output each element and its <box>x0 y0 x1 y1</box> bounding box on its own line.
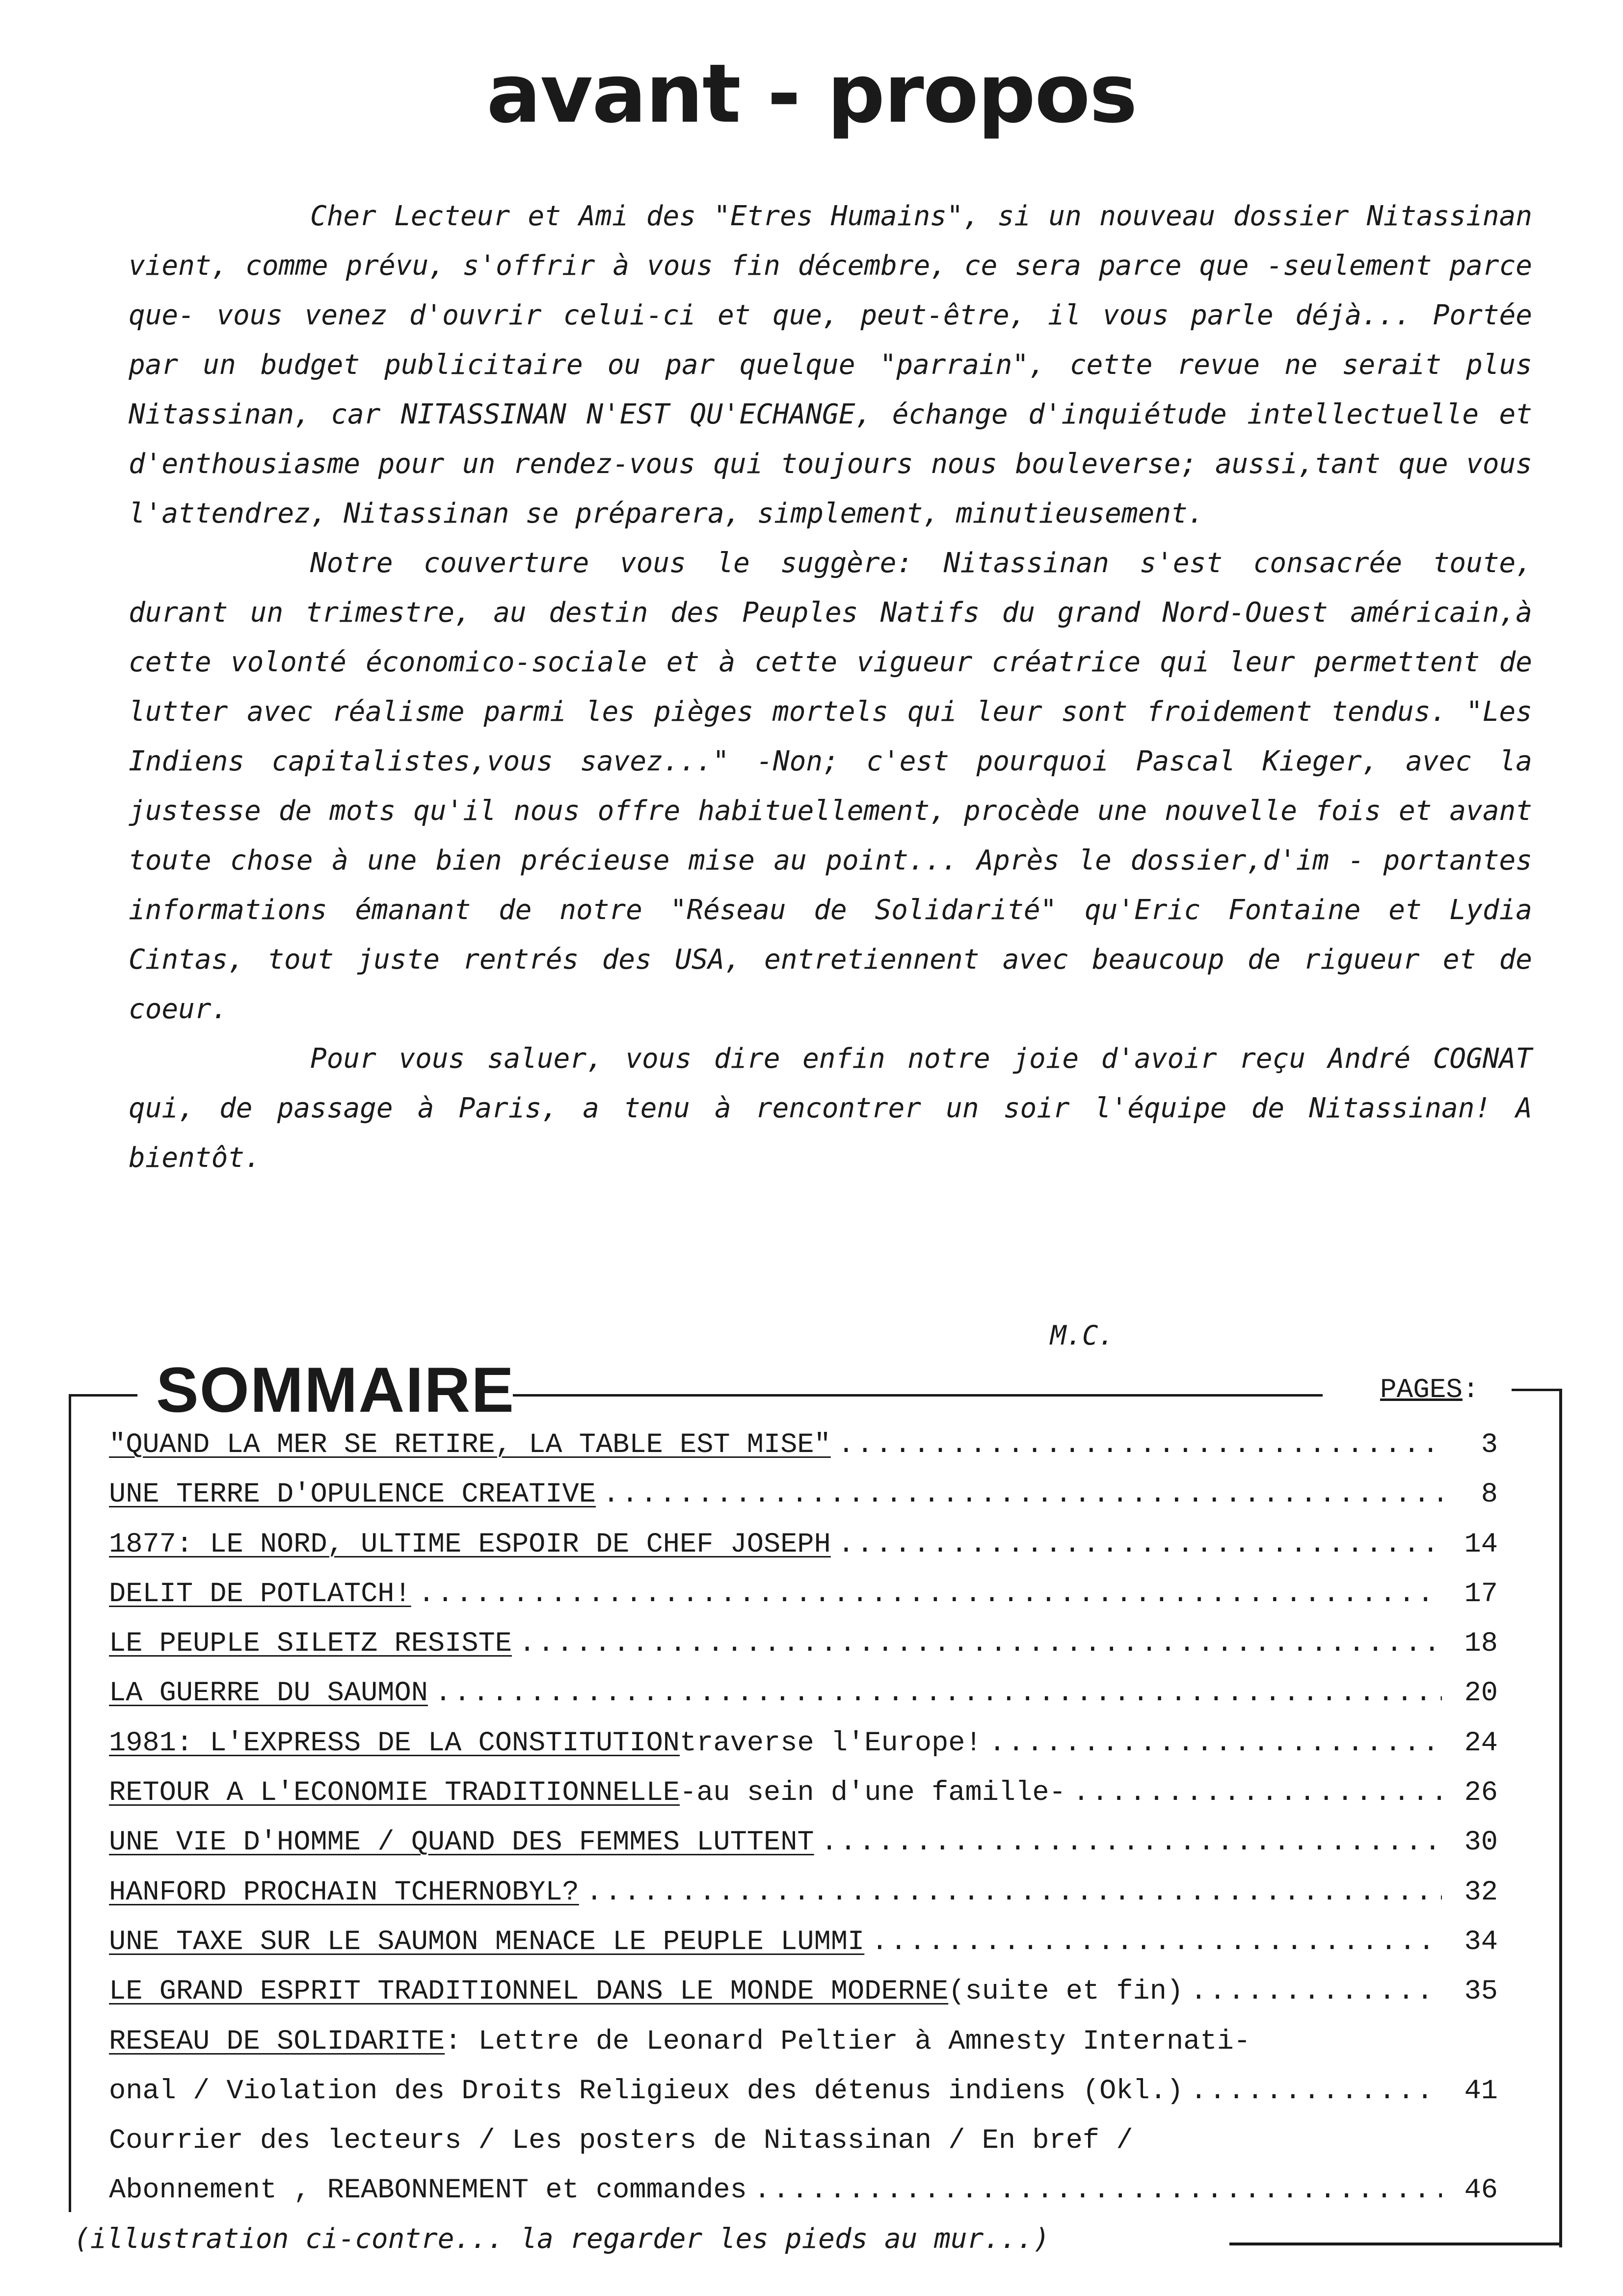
toc-leader <box>1073 1768 1442 1818</box>
sommaire-frame-top-middle <box>513 1394 1323 1397</box>
toc-subtitle: traverse l'Europe! <box>680 1727 982 1759</box>
sommaire-frame-bottom <box>1229 2243 1562 2245</box>
pages-label-text: PAGES <box>1380 1374 1463 1405</box>
toc-page: 32 <box>1464 1876 1498 1908</box>
toc-page: 14 <box>1464 1529 1498 1560</box>
page-title: avant - propos <box>486 47 1137 141</box>
toc-title: 1981: L'EXPRESS DE LA CONSTITUTION <box>109 1727 680 1759</box>
toc-title: "QUAND LA MER SE RETIRE, LA TABLE EST MISE" <box>109 1429 831 1461</box>
toc-title: HANFORD PROCHAIN TCHERNOBYL? <box>109 1876 579 1908</box>
toc-entry[interactable] <box>109 1868 1498 1918</box>
toc-leader <box>871 1918 1442 1967</box>
toc-leader <box>838 1421 1442 1470</box>
sommaire-list <box>109 1421 1498 2216</box>
toc-page: 30 <box>1464 1827 1498 1859</box>
pages-label <box>1380 1374 1479 1405</box>
toc-entry[interactable] <box>109 1719 1498 1768</box>
toc-entry[interactable] <box>109 1918 1498 1967</box>
toc-leader <box>754 2166 1442 2216</box>
toc-title: RETOUR A L'ECONOMIE TRADITIONNELLE <box>109 1777 680 1809</box>
toc-leader <box>435 1669 1442 1718</box>
toc-subtitle: Courrier des lecteurs / Les posters de Nitassinan / En bref / <box>109 2125 1133 2157</box>
signature: M.C. <box>1050 1320 1115 1351</box>
toc-entry[interactable] <box>109 1619 1498 1669</box>
intro-paragraph-3: Pour vous saluer, vous dire enfin notre joie d'avoir reçu André COGNAT qui, de passage à Paris, a tenu à rencontrer un soir l'équipe de Nitassinan! A bientôt. <box>129 1043 1532 1174</box>
toc-subtitle: -au sein d'une famille- <box>680 1777 1066 1809</box>
sommaire-title: SOMMAIRE <box>156 1354 515 1425</box>
toc-entry-courrier[interactable] <box>109 2116 1498 2166</box>
toc-entry[interactable] <box>109 1818 1498 1868</box>
intro-text <box>129 191 1532 1183</box>
intro-paragraph-2: Notre couverture vous le suggère: Nitassinan s'est consacrée toute, durant un trimestre, au destin des Peuples Natifs du grand Nord-Ouest américain,à cette volonté économico-sociale et à cette vigueur créatrice qui leur permettent de lutter avec réalisme parmi les pièges mortels qui leur sont froidement tendus. "Les Indiens capitalistes,vous savez..." -Non; c'est pourquoi Pascal Kieger, avec la justesse de mots qu'il nous offre habituellement, procède une nouvelle fois et avant toute chose à une bien précieuse mise au point... Après le dossier,d'im - portantes informations émanant de notre "Réseau de Solidarité" qu'Eric Fontaine et Lydia Cintas, tout juste rentrés des USA, entretiennent avec beaucoup de rigueur et de coeur. <box>129 547 1532 1025</box>
toc-entry[interactable] <box>109 1967 1498 2017</box>
toc-title: LA GUERRE DU SAUMON <box>109 1678 428 1710</box>
toc-leader <box>418 1570 1442 1619</box>
toc-entry[interactable] <box>109 1470 1498 1520</box>
toc-page: 41 <box>1464 2075 1498 2107</box>
toc-subtitle: onal / Violation des Droits Religieux des détenus indiens (Okl.) <box>109 2075 1184 2107</box>
sommaire-frame-right <box>1559 1389 1562 2247</box>
toc-entry-reseau[interactable] <box>109 2017 1498 2067</box>
toc-entry[interactable] <box>109 1669 1498 1718</box>
toc-page: 8 <box>1481 1479 1498 1511</box>
toc-page: 18 <box>1464 1628 1498 1660</box>
toc-leader <box>838 1520 1442 1570</box>
toc-subtitle: (suite et fin) <box>948 1976 1184 2008</box>
toc-page: 24 <box>1464 1727 1498 1759</box>
toc-page: 34 <box>1464 1926 1498 1958</box>
intro-paragraph-1: Cher Lecteur et Ami des "Etres Humains", si un nouveau dossier Nitassinan vient, comme prévu, s'offrir à vous fin décembre, ce sera parce que -seulement parce que- vous venez d'ouvrir celui-ci et que, peut-être, il vous parle déjà... Portée par un budget publicitaire ou par quelque "parrain", cette revue ne serait plus Nitassinan, car NITASSINAN N'EST QU'ECHANGE, échange d'inquiétude intellectuelle et d'enthousiasme pour un rendez-vous qui toujours nous bouleverse; aussi,tant que vous l'attendrez, Nitassinan se préparera, simplement, minutieusement. <box>129 200 1532 529</box>
pages-label-colon: : <box>1463 1374 1479 1405</box>
toc-page: 26 <box>1464 1777 1498 1809</box>
toc-title: LE PEUPLE SILETZ RESISTE <box>109 1628 512 1660</box>
toc-leader <box>821 1818 1442 1868</box>
toc-title: DELIT DE POTLATCH! <box>109 1578 411 1610</box>
toc-page: 35 <box>1464 1976 1498 2008</box>
toc-title: LE GRAND ESPRIT TRADITIONNEL DANS LE MONDE MODERNE <box>109 1976 949 2008</box>
toc-subtitle: Abonnement , REABONNEMENT et commandes <box>109 2175 747 2207</box>
toc-leader <box>586 1868 1442 1918</box>
toc-title: 1877: LE NORD, ULTIME ESPOIR DE CHEF JOSEPH <box>109 1529 831 1560</box>
sommaire-frame-top-left <box>69 1394 137 1397</box>
toc-title: RESEAU DE SOLIDARITE <box>109 2026 445 2058</box>
toc-subtitle: : Lettre de Leonard Peltier à Amnesty Internati- <box>445 2026 1251 2058</box>
toc-entry-courrier-cont[interactable] <box>109 2166 1498 2216</box>
toc-entry[interactable] <box>109 1570 1498 1619</box>
toc-entry[interactable] <box>109 1768 1498 1818</box>
toc-page: 3 <box>1481 1429 1498 1461</box>
toc-entry[interactable] <box>109 1520 1498 1570</box>
toc-title: UNE VIE D'HOMME / QUAND DES FEMMES LUTTENT <box>109 1827 814 1859</box>
toc-page: 46 <box>1464 2175 1498 2207</box>
sommaire-frame-left <box>69 1395 71 2212</box>
toc-leader <box>1190 1967 1442 2017</box>
sommaire-frame-top-right <box>1512 1389 1562 1391</box>
toc-leader <box>519 1619 1442 1669</box>
toc-leader <box>603 1470 1442 1520</box>
toc-title: UNE TERRE D'OPULENCE CREATIVE <box>109 1479 596 1511</box>
illustration-note: (illustration ci-contre... la regarder les pieds au mur...) <box>74 2223 1050 2255</box>
toc-entry-reseau-cont[interactable] <box>109 2067 1498 2116</box>
toc-page: 17 <box>1464 1578 1498 1610</box>
toc-leader <box>989 1719 1442 1768</box>
toc-entry[interactable] <box>109 1421 1498 1470</box>
toc-leader <box>1190 2067 1442 2116</box>
toc-title: UNE TAXE SUR LE SAUMON MENACE LE PEUPLE LUMMI <box>109 1926 865 1958</box>
toc-page: 20 <box>1464 1678 1498 1710</box>
